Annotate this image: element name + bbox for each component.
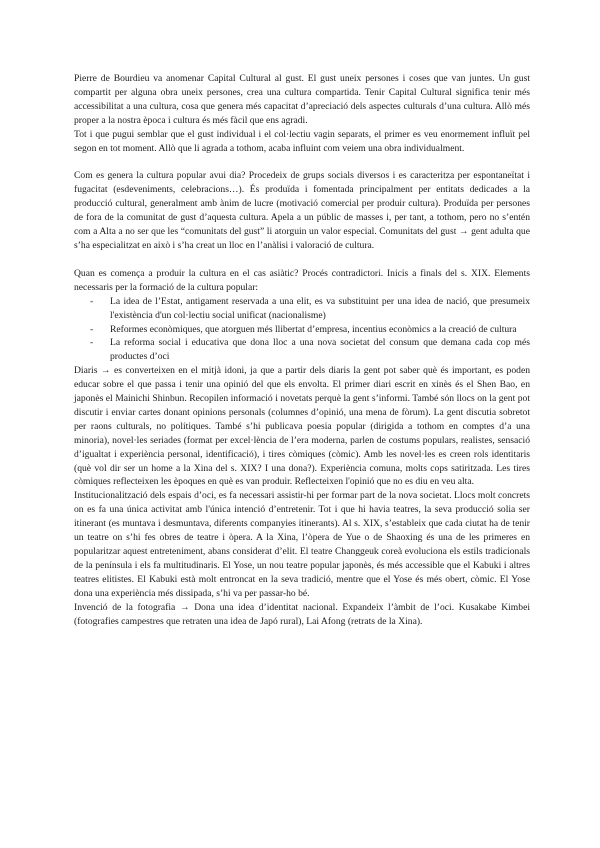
list-dash: - [90, 337, 94, 349]
paragraph-fotografia: Invenció de la fotografia → Dona una idea d’identitat nacional. Expandeix l’àmbit de l’oci. Kusakabe Kimbei (fotografies campestres que retraten una idea de Japó rural), Lai Afong (retrats de la Xina). [74, 601, 530, 627]
list-item-text: Reformes econòmiques, que atorguen més llibertat d’empresa, incentius econòmics a la creació de cultura [110, 323, 517, 335]
document-page [74, 72, 530, 628]
paragraph-cultura-popular: Com es genera la cultura popular avui dia? Procedeix de grups socials diversos i es caracteritza per espontaneïtat i fugacitat (esdeveniments, celebracions…). És produïda i fomentada principalment per entitats dedicades a la producció cultural, generalment amb ànim de lucre (motivació comercial per produir cultura). Produïda per persones de fora de la comunitat de gust d’aquesta cultura. Apela a un públic de masses i, per tant, a tothom, pero no s’entén com a Alta a no ser que les “comunitats del gust” li atorguin un valor especial. Comunitats del gust → gent adulta que s’ha especialitzat en això i s’ha creat un lloc en l’anàlisi i valoració de cultura. [74, 170, 530, 251]
paragraph-espais-oci: Institucionalització dels espais d’oci, es fa necessari assistir-hi per formar part de la nova societat. Llocs molt concrets on es fa una única activitat amb l'única intenció d’entretenir. Tot i que hi havia teatres, la seva producció solia ser itinerant (es muntava i desmuntava, diferents companyies itinerants). Al s. XIX, s’estableix que cada ciutat ha de tenir un teatre on s’hi fes obres de teatre i òpera. A la Xina, l’òpera de Yue o de Shaoxing és una de les primeres en popularitzar aquest entreteniment, abans considerat d’elit. El teatre Changgeuk coreà evoluciona els estils tradicionals de la península i els fa multitudinaris. El Yose, un nou teatre popular japonès, és més accessible que el Kabuki i altres teatres elitistes. El Kabuki està molt entroncat en la seva tradició, mentre que el Yose és més obert, còmic. El Yose dona una experiència més dissipada, s’hi va per passar-ho bé. [74, 490, 530, 599]
paragraph-gust-individual: Tot i que pugui semblar que el gust individual i el col·lectiu vagin separats, el primer es veu enormement influït pel segon en tot moment. Allò que li agrada a tothom, acaba influint com veiem una obra individualment. [74, 128, 530, 154]
paragraph-cas-asiatic: Quan es comença a produir la cultura en el cas asiàtic? Procés contradictori. Inicis a finals del s. XIX. Elements necessaris per la formació de la cultura popular: [74, 267, 530, 293]
paragraph-gap [74, 155, 530, 169]
list-item-text: La reforma social i educativa que dona lloc a una nova societat del consum que demana cada cop més productes d’oci [110, 337, 530, 363]
paragraph-gap [74, 253, 530, 267]
list-item [74, 295, 530, 323]
paragraph-diaris: Diaris → es converteixen en el mitjà idoni, ja que a partir dels diaris la gent pot saber què és important, es poden educar sobre el que passa i tenir una opinió del que els envolta. El primer diari escrit en xinès és el Shen Bao, en japonès el Mainichi Shinbun. Recopilen informació i novetats perquè la gent s’informi. També són llocs on la gent pot discutir i enviar cartes donant opinions personals (columnes d’opinió, una mena de fòrum). La gent discutia sobretot per raons culturals, no polítiques. També s’hi publicava poesia popular (dirigida a tothom en comptes d’a una minoria), novel·les seriades (format per excel·lència de l’era moderna, parlen de costums populars, realistes, sensació d’igualtat i experiència personal, identificació), i tires còmiques (còmic). Amb les novel·les es creen rols identitaris (què vol dir ser un home a la Xina del s. XIX? I una dona?). Experiència comuna, molts cops satiritzada. Les tires còmiques reflecteixen les èpoques en què es van produir. Reflecteixen l'opinió que no es diu en veu alta. [74, 365, 530, 488]
list-item [74, 323, 530, 337]
list-item [74, 336, 530, 364]
list-item-text: La idea de l’Estat, antigament reservada a una elit, es va substituint per una idea de nació, que presumeix l'existència d'un col·lectiu social unificat (nacionalisme) [110, 295, 530, 321]
list-dash: - [90, 323, 94, 335]
paragraph-bourdieu: Pierre de Bourdieu va anomenar Capital Cultural al gust. El gust uneix persones i coses que van juntes. Un gust compartit per alguna obra uneix persones, crea una cultura compartida. Tenir Capital Cultural significa tenir més accessibilitat a una cultura, cosa que genera més capacitat d’apreciació dels aspectes culturals d’una cultura. Allò més proper a la nostra època i cultura és més fàcil que ens agradi. [74, 73, 530, 126]
elements-list [74, 295, 530, 365]
list-dash: - [90, 295, 94, 307]
